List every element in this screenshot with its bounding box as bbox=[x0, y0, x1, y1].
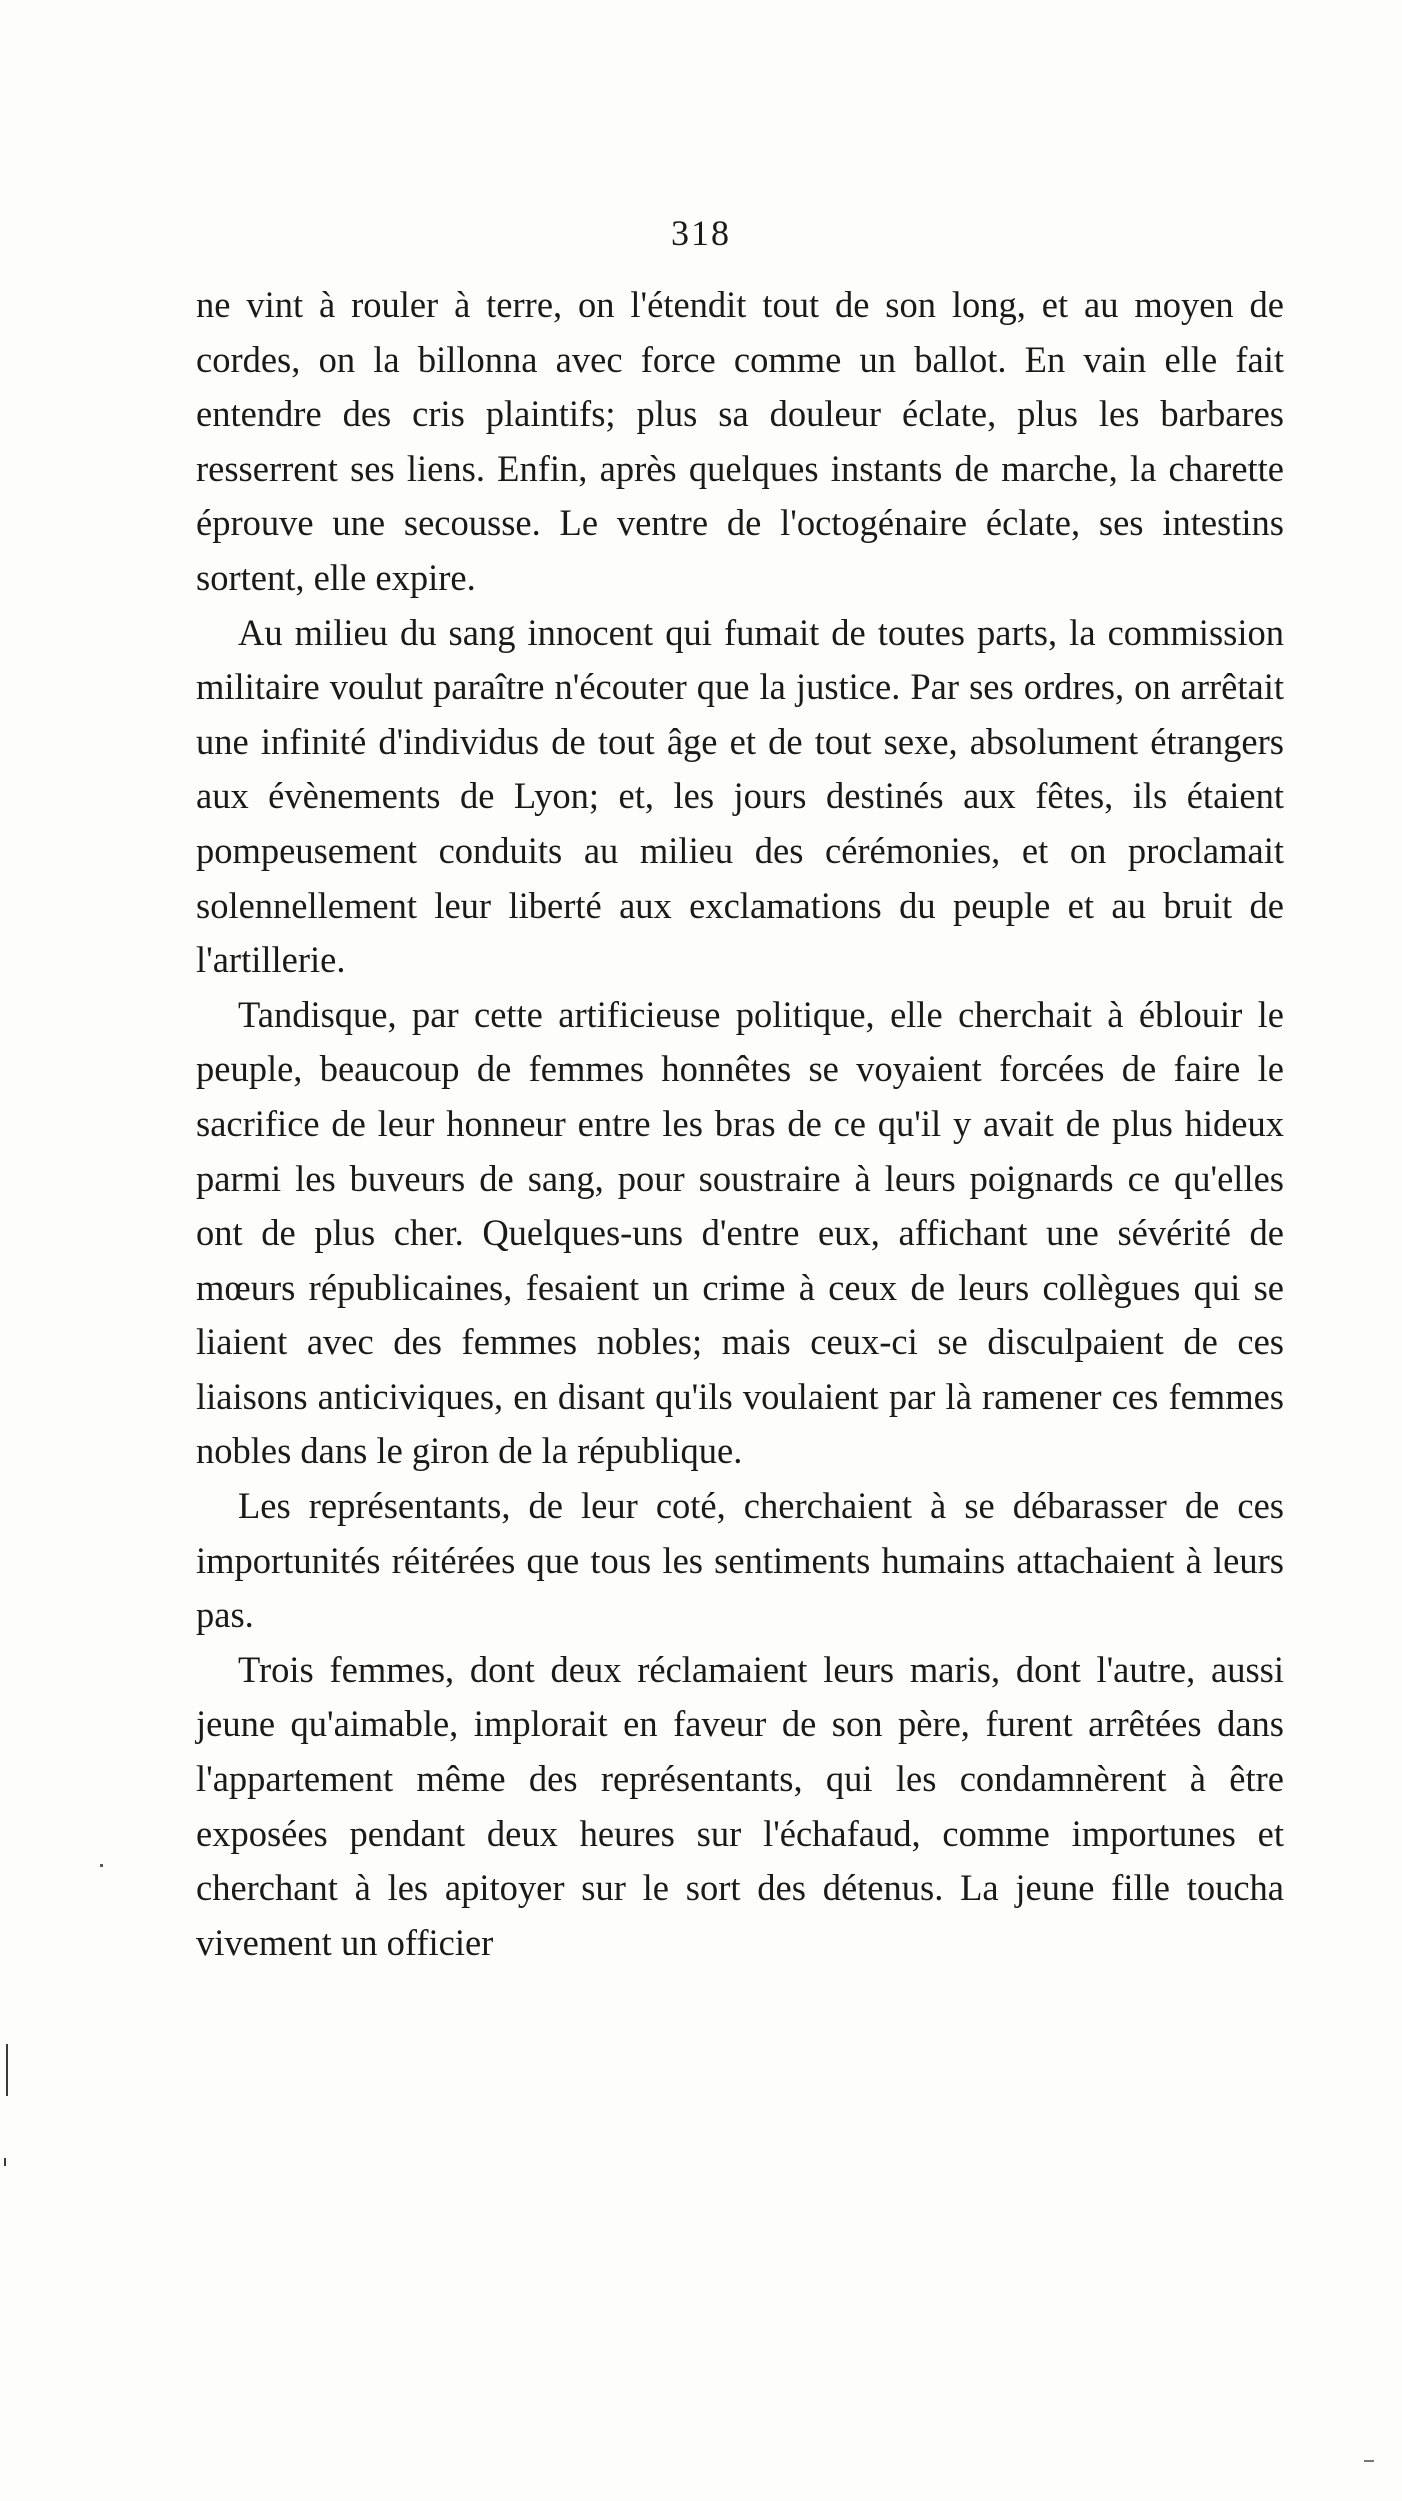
paragraph-continuation: ne vint à rouler à terre, on l'étendit tout de son long, et au moyen de cordes, on la billonna avec force comme un ballot. En vain elle fait entendre des cris plaintifs; plus sa douleur éclate, plus les barbares resserrent ses liens. Enfin, après quelques instants de marche, la charette éprouve une secousse. Le ventre de l'octogénaire éclate, ses intestins sortent, elle expire. bbox=[196, 284, 1284, 598]
paragraph-commission: Au milieu du sang innocent qui fumait de toutes parts, la commission militaire voulut paraître n'écouter que la justice. Par ses ordres, on arrêtait une infinité d'individus de tout âge et de tout sexe, absolument étrangers aux évènements de Lyon; et, les jours destinés aux fêtes, ils étaient pompeusement conduits au milieu des cérémonies, et on proclamait solennellement leur liberté aux exclamations du peuple et au bruit de l'artillerie. bbox=[196, 611, 1284, 981]
scan-edge-mark bbox=[6, 2044, 8, 2096]
scan-edge-dot bbox=[4, 2158, 6, 2166]
page-body-text bbox=[196, 278, 1284, 1970]
corner-speck bbox=[1364, 2460, 1374, 2462]
page-number: 318 bbox=[671, 213, 731, 253]
paragraph-representants: Les représentants, de leur coté, cherchaient à se débarasser de ces importunités réitérées que tous les sentiments humains attachaient à leurs pas. bbox=[196, 1485, 1284, 1636]
paragraph-politique: Tandisque, par cette artificieuse politique, elle cherchait à éblouir le peuple, beaucoup de femmes honnêtes se voyaient forcées de faire le sacrifice de leur honneur entre les bras de ce qu'il y avait de plus hideux parmi les buveurs de sang, pour soustraire à leurs poignards ce qu'elles ont de plus cher. Quelques-uns d'entre eux, affichant une sévérité de mœurs républicaines, fesaient un crime à ceux de leurs collègues qui se liaient avec des femmes nobles; mais ceux-ci se disculpaient de ces liaisons anticiviques, en disant qu'ils voulaient par là ramener ces femmes nobles dans le giron de la république. bbox=[196, 993, 1284, 1472]
margin-speck bbox=[100, 1864, 103, 1867]
paragraph-trois-femmes: Trois femmes, dont deux réclamaient leurs maris, dont l'autre, aussi jeune qu'aimable, implorait en faveur de son père, furent arrêtées dans l'appartement même des représentants, qui les condamnèrent à être exposées pendant deux heures sur l'échafaud, comme importunes et cherchant à les apitoyer sur le sort des détenus. La jeune fille toucha vivement un officier bbox=[196, 1648, 1284, 1963]
